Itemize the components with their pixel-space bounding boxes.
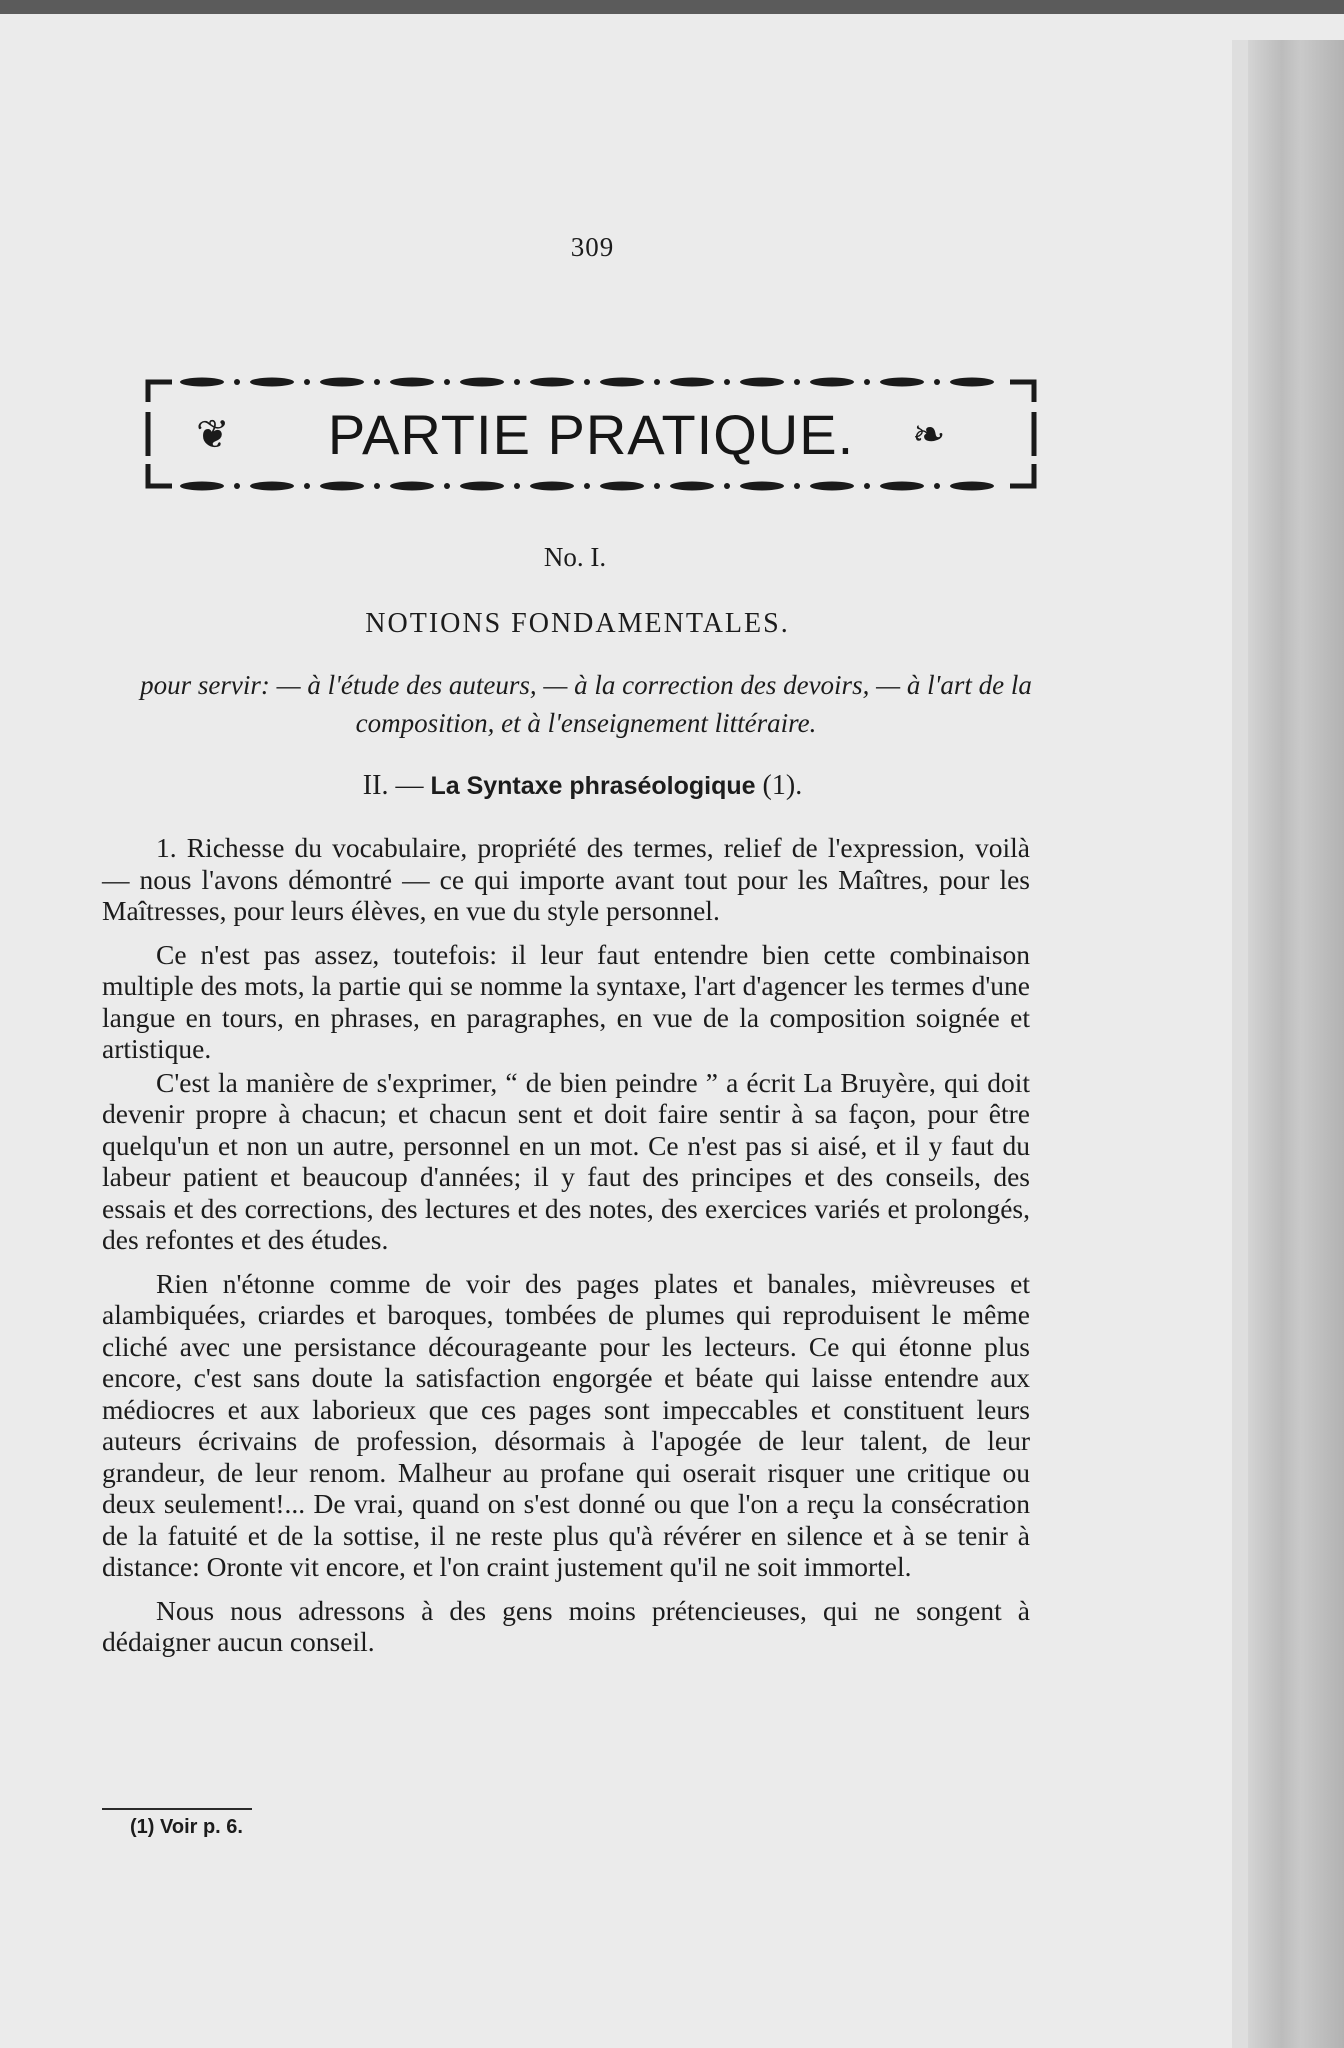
paragraph: 1. Richesse du vocabulaire, propriété des termes, relief de l'expression, voilà — nous l'avons démontré — ce qui importe avant tout pour les Maîtres, pour les Maîtresses, pour leurs élèves, en vue du style personnel. (102, 832, 1030, 926)
footnote-rule (102, 1808, 252, 1810)
page-number: 309 (570, 232, 615, 262)
page-edge-shadow (1232, 40, 1248, 2048)
leaf-ornament-left-icon: ❦ (196, 412, 230, 458)
footnote: (1) Voir p. 6. (130, 1816, 243, 1838)
paragraph: Ce n'est pas assez, toutefois: il leur faut entendre bien cette combinaison multiple des mots, la partie qui se nomme la syntaxe, l'art d'agencer les termes d'une langue en tours, en phrases, en paragraphes, en vue de la composition soignée et artistique. (102, 938, 1030, 1064)
section-number: No. I. (543, 542, 607, 572)
title-banner (142, 372, 1040, 494)
paragraph: Nous nous adressons à des gens moins prétencieuses, qui ne songent à dédaigner aucun conseil. (102, 1594, 1030, 1657)
subsection-title: La Syntaxe phraséologique (430, 772, 756, 800)
subsection-note: (1). (755, 770, 803, 801)
paragraph: Rien n'étonne comme de voir des pages plates et banales, mièvreuses et alambiquées, criardes et baroques, tombées de plumes qui reproduisent le même cliché avec une persistance décourageante pour les lecteurs. Ce qui étonne plus encore, c'est sans doute la satisfaction engorgée et béate qui laisse entendre aux médiocres et aux laborieux que ces pages sont impeccables et constituent leurs auteurs écrivains de profession, désormais à l'apogée de leur talent, de leur grandeur, de leur renom. Malheur au profane qui oserait risquer une critique ou deux seulement!... De vrai, quand on s'est donné ou que l'on a reçu la consécration de la fatuité et de la sottise, il ne reste plus qu'à révérer en silence et à se tenir à distance: Oronte vit encore, et l'on craint justement qu'il ne soit immortel. (102, 1267, 1030, 1582)
body-text (102, 832, 1030, 1670)
subsection-prefix: II. — (362, 770, 431, 801)
purpose-statement: pour servir: — à l'étude des auteurs, — à la correction des devoirs, — à l'art de la composition, et à l'enseignement littéraire. (140, 670, 1032, 738)
banner-title: PARTIE PRATIQUE. (327, 403, 855, 466)
paragraph: C'est la manière de s'exprimer, “ de bien peindre ” a écrit La Bruyère, qui doit devenir propre à chacun; et chacun sent et doit faire sentir à sa façon, pour être quelqu'un et non un autre, personnel en un mot. Ce n'est pas si aisé, et il y faut du labeur patient et beaucoup d'années; il y faut des principes et des conseils, des essais et des corrections, des lectures et des notes, des exercices variés et prolongés, des refontes et des études. (102, 1066, 1030, 1255)
subsection-heading (0, 770, 1165, 802)
section-title: NOTIONS FONDAMENTALES. (365, 608, 790, 639)
page-edge-stack (1248, 40, 1344, 2048)
scan-top-border (0, 0, 1344, 14)
leaf-ornament-right-icon: ❧ (912, 412, 946, 458)
